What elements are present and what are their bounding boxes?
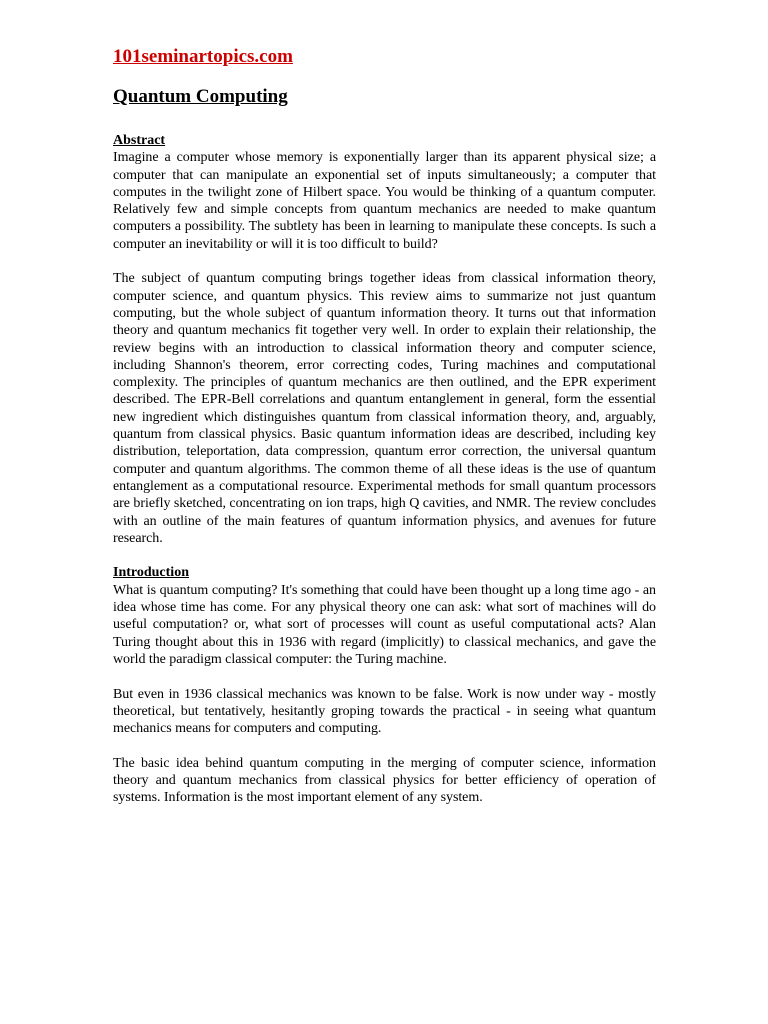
paragraph-gap bbox=[113, 737, 656, 754]
paragraph-gap bbox=[113, 668, 656, 685]
introduction-heading: Introduction bbox=[113, 565, 189, 581]
paragraph-gap bbox=[113, 547, 656, 564]
paragraph-gap bbox=[113, 253, 656, 270]
introduction-paragraph-3: The basic idea behind quantum computing in the merging of computer science, information theory and quantum mechanics from classical physics for better efficiency of operation of systems. Information is the most important element of any system. bbox=[113, 755, 656, 806]
abstract-paragraph-2: The subject of quantum computing brings together ideas from classical information theory, computer science, and quantum physics. This review aims to summarize not just quantum computing, but the whole subject of quantum information theory. It turns out that information theory and quantum mechanics fit together very well. In order to explain their relationship, the review begins with an introduction to classical information theory and computer science, including Shannon's theorem, error correcting codes, Turing machines and computational complexity. The principles of quantum mechanics are then outlined, and the EPR experiment described. The EPR-Bell correlations and quantum entanglement in general, form the essential new ingredient which distinguishes quantum from classical information theory, and, arguably, quantum from classical physics. Basic quantum information ideas are described, including key distribution, teleportation, data compression, quantum error correction, the universal quantum computer and quantum algorithms. The common theme of all these ideas is the use of quantum entanglement as a computational resource. Experimental methods for small quantum processors are briefly sketched, concentrating on ion traps, high Q cavities, and NMR. The review concludes with an outline of the main features of quantum information physics, and avenues for future research. bbox=[113, 271, 656, 546]
introduction-paragraph-2: But even in 1936 classical mechanics was known to be false. Work is now under way - mostly theoretical, but tentatively, hesitantly groping towards the practical - in seeing what quantum mechanics means for computers and computing. bbox=[113, 686, 656, 737]
abstract-paragraph-1: Imagine a computer whose memory is exponentially larger than its apparent physical size; a computer that can manipulate an exponential set of inputs simultaneously; a computer that computes in the twilight zone of Hilbert space. You would be thinking of a quantum computer. Relatively few and simple concepts from quantum mechanics are needed to make quantum computers a possibility. The subtlety has been in learning to manipulate these concepts. Is such a computer an inevitability or will it is too difficult to build? bbox=[113, 150, 656, 252]
abstract-heading: Abstract bbox=[113, 133, 166, 148]
document-page bbox=[113, 44, 656, 807]
site-link[interactable]: 101seminartopics.com bbox=[113, 46, 293, 67]
document-title: Quantum Computing bbox=[113, 86, 288, 107]
introduction-paragraph-1: What is quantum computing? It's something that could have been thought up a long time ago - an idea whose time has come. For any physical theory one can ask: what sort of machines will do useful computation? or, what sort of processes will count as useful computational acts? Alan Turing thought about this in 1936 with regard (implicitly) to classical mechanics, and gave the world the paradigm classical computer: the Turing machine. bbox=[113, 582, 656, 667]
